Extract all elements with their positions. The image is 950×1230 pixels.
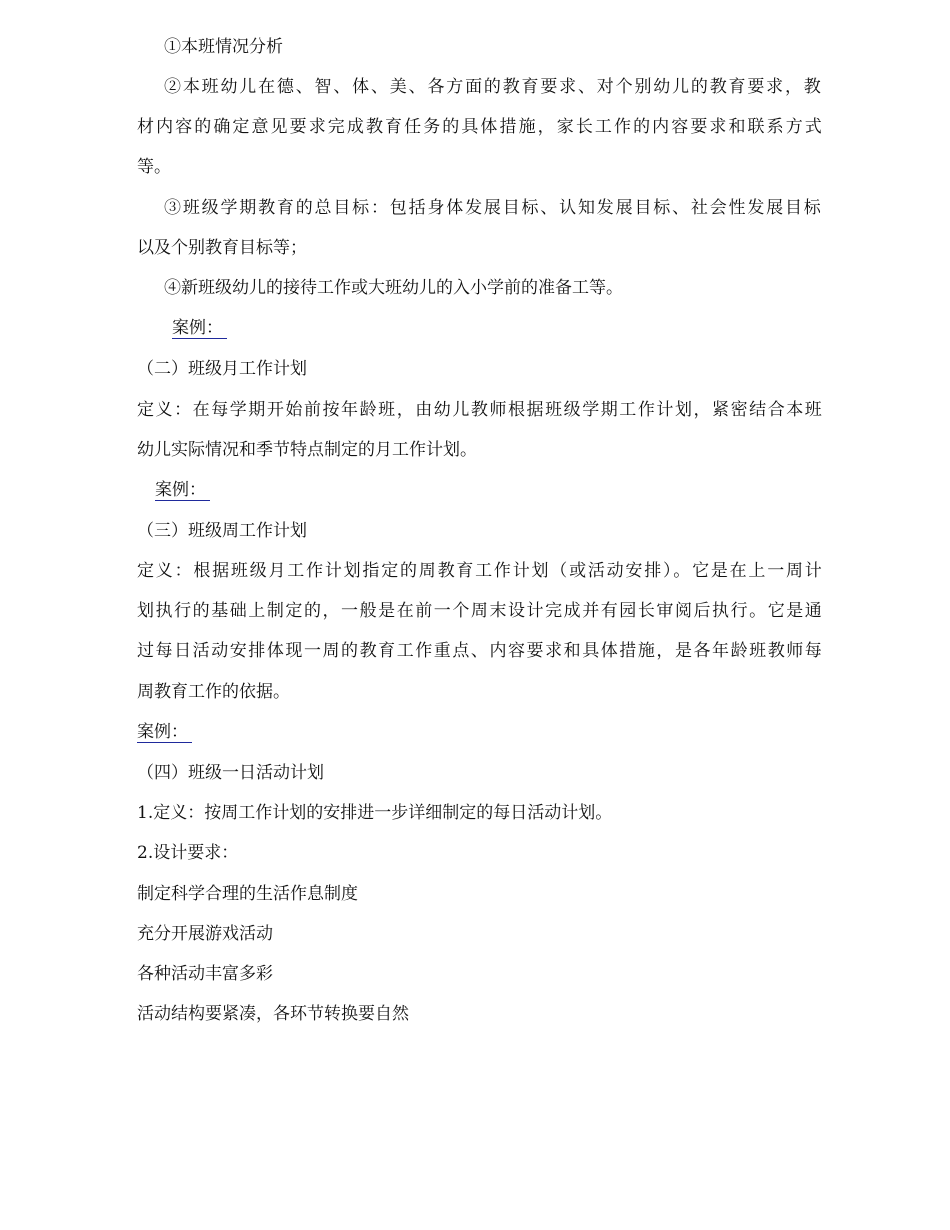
section-heading-monthly-plan: （二）班级月工作计划: [137, 359, 307, 379]
daily-plan-definition: 1.定义：按周工作计划的安排进一步详细制定的每日活动计划。: [137, 803, 613, 823]
case-link-3-label: 案例：: [137, 722, 192, 743]
list-item-4: ④新班级幼儿的接待工作或大班幼儿的入小学前的准备工等。: [164, 278, 623, 298]
case-link-2[interactable]: [155, 478, 210, 502]
case-link-3[interactable]: [137, 720, 192, 744]
list-item-2-line-1: ②本班幼儿在德、智、体、美、各方面的教育要求、对个别幼儿的教育要求，教: [164, 77, 821, 97]
requirement-item-3: 各种活动丰富多彩: [137, 964, 273, 984]
daily-plan-requirements-label: 2.设计要求：: [137, 843, 239, 863]
requirement-item-2: 充分开展游戏活动: [137, 924, 273, 944]
case-link-1[interactable]: [172, 316, 227, 340]
weekly-plan-definition-line-1: 定义：根据班级月工作计划指定的周教育工作计划（或活动安排）。它是在上一周计: [137, 561, 822, 581]
list-item-1: ①本班情况分析: [164, 37, 283, 57]
requirement-item-1: 制定科学合理的生活作息制度: [137, 884, 358, 904]
list-item-2-line-3: 等。: [137, 157, 171, 177]
requirement-item-4: 活动结构要紧凑，各环节转换要自然: [137, 1004, 409, 1024]
section-heading-daily-plan: （四）班级一日活动计划: [137, 763, 324, 783]
list-item-3-line-1: ③班级学期教育的总目标：包括身体发展目标、认知发展目标、社会性发展目标: [164, 198, 821, 218]
weekly-plan-definition-line-4: 周教育工作的依据。: [137, 682, 290, 702]
weekly-plan-definition-line-3: 过每日活动安排体现一周的教育工作重点、内容要求和具体措施，是各年龄班教师每: [137, 641, 822, 661]
list-item-3-line-2: 以及个别教育目标等；: [137, 238, 307, 258]
case-link-2-label: 案例：: [155, 480, 210, 501]
monthly-plan-definition-line-1: 定义：在每学期开始前按年龄班，由幼儿教师根据班级学期工作计划，紧密结合本班: [137, 400, 822, 420]
weekly-plan-definition-line-2: 划执行的基础上制定的，一般是在前一个周末设计完成并有园长审阅后执行。它是通: [137, 601, 822, 621]
case-link-1-label: 案例：: [172, 318, 227, 339]
monthly-plan-definition-line-2: 幼儿实际情况和季节特点制定的月工作计划。: [137, 440, 477, 460]
list-item-2-line-2: 材内容的确定意见要求完成教育任务的具体措施，家长工作的内容要求和联系方式: [137, 117, 822, 137]
section-heading-weekly-plan: （三）班级周工作计划: [137, 521, 307, 541]
